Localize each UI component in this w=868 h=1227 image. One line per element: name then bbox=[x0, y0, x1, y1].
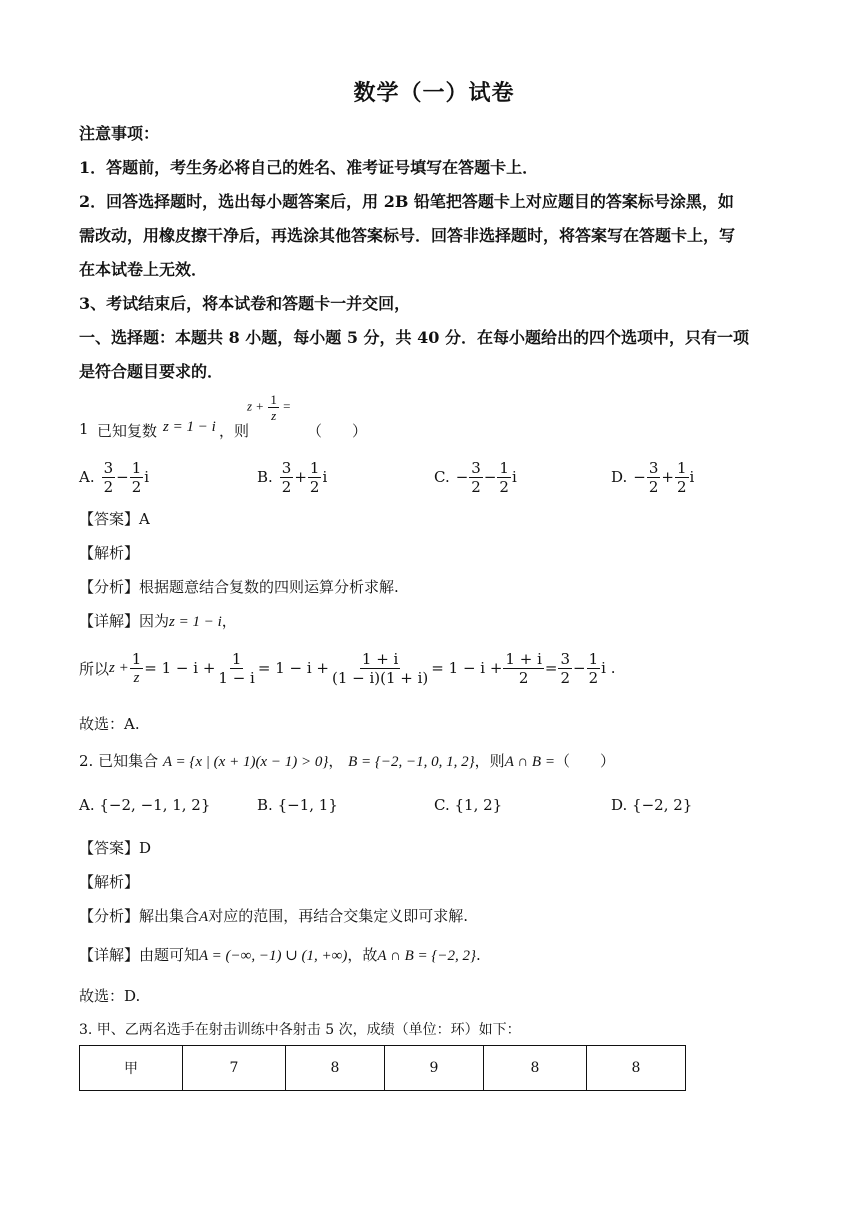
question-text: ， bbox=[328, 752, 344, 770]
question-2-final: 故选：D. bbox=[79, 987, 141, 1005]
denominator: 2 bbox=[131, 477, 142, 496]
question-1-final: 故选：A. bbox=[79, 715, 140, 733]
option-label: B. bbox=[257, 796, 273, 814]
option-b[interactable] bbox=[257, 796, 338, 814]
option-a[interactable] bbox=[79, 796, 210, 814]
option-value: {−2, −1, 1, 2} bbox=[99, 796, 211, 814]
table-cell: 8 bbox=[484, 1046, 587, 1091]
question-1-detail bbox=[79, 610, 237, 631]
option-label: D. bbox=[611, 796, 628, 814]
notice-heading: 注意事项： bbox=[79, 124, 160, 143]
question-text: 已知复数 bbox=[97, 422, 158, 440]
notice-item-3: 3、考试结束后，将本试卷和答题卡一并交回， bbox=[79, 294, 411, 313]
question-number: 1 bbox=[79, 420, 89, 438]
option-value: {−2, 2} bbox=[632, 796, 693, 814]
denominator: 2 bbox=[471, 477, 481, 496]
question-1-analysis-heading: 【解析】 bbox=[79, 544, 140, 562]
option-a[interactable]: A. $\frac{3}{2}$ − $\frac{1}{2}$ i bbox=[79, 458, 150, 496]
question-2-stem bbox=[79, 750, 615, 771]
operator: − bbox=[483, 468, 497, 486]
z-expression: z = 1 − i bbox=[163, 419, 216, 435]
question-3-stem: 3. 甲、乙两名选手在射击训练中各射击 5 次，成绩（单位：环）如下： bbox=[79, 1022, 521, 1038]
score-table bbox=[79, 1045, 686, 1091]
question-1-derivation: 所以 z + $\frac{1}{z}$ = 1 − i + $\frac{1}{1 - i}$ = 1 − i + $\frac{1 + i}{(1 - i)(1 + i)}$ = 1 − i + $\frac{1 + i}{2}$ = $\frac{3}{2}$ − $\frac{1}{2}$ i . bbox=[79, 649, 616, 687]
numerator: 1 bbox=[676, 458, 687, 477]
question-2-detail bbox=[79, 944, 481, 965]
question-text: 2. 已知集合 bbox=[79, 752, 159, 770]
page-title: 数学（一）试卷 bbox=[353, 80, 515, 106]
set-b-expression: B = {−2, −1, 0, 1, 2} bbox=[348, 754, 475, 770]
option-sign: − bbox=[633, 468, 646, 486]
section-1-heading-line-2: 是符合题目要求的． bbox=[79, 362, 224, 381]
numerator: 3 bbox=[471, 458, 481, 477]
z-expression: z = 1 − i bbox=[169, 614, 222, 630]
option-c[interactable]: C. − $\frac{3}{2}$ − $\frac{1}{2}$ i bbox=[434, 458, 517, 496]
question-text: ，则 bbox=[219, 422, 250, 440]
option-value: {−1, 1} bbox=[277, 796, 338, 814]
analysis-text: 对应的范围，再结合交集定义即可求解. bbox=[208, 907, 468, 925]
table-cell: 8 bbox=[286, 1046, 385, 1091]
option-label: C. bbox=[434, 468, 450, 486]
option-label: D. bbox=[611, 468, 628, 486]
detail-text: ， bbox=[221, 612, 237, 630]
question-text: ，则 bbox=[474, 752, 505, 770]
intersection-result: A ∩ B = {−2, 2} bbox=[377, 948, 476, 964]
table-cell: 8 bbox=[587, 1046, 686, 1091]
option-label: B. bbox=[257, 468, 273, 486]
numerator: 3 bbox=[103, 458, 114, 477]
notice-item-2-line-1: 2．回答选择题时，选出每小题答案后，用 2B 铅笔把答题卡上对应题目的答案标号涂黑，如 bbox=[79, 192, 734, 211]
z-plus-inverse-expression: z + $\frac{1}{z}$ = bbox=[247, 392, 291, 423]
so-label: 所以 bbox=[79, 659, 110, 678]
option-c[interactable] bbox=[434, 796, 502, 814]
intersection-expression: A ∩ B = bbox=[504, 754, 555, 770]
question-2-analysis bbox=[79, 905, 468, 926]
question-2-analysis-heading: 【解析】 bbox=[79, 873, 140, 891]
numerator: 1 bbox=[309, 458, 320, 477]
option-d[interactable]: D. − $\frac{3}{2}$ + $\frac{1}{2}$ i bbox=[611, 458, 695, 496]
option-label: A. bbox=[79, 796, 95, 814]
question-1-answer: 【答案】A bbox=[79, 510, 150, 528]
denominator: 2 bbox=[648, 477, 659, 496]
notice-item-1: 1．答题前，考生务必将自己的姓名、准考证号填写在答题卡上． bbox=[79, 158, 539, 177]
option-label: A. bbox=[79, 468, 95, 486]
answer-paren: （ ） bbox=[307, 422, 368, 440]
denominator: 2 bbox=[103, 477, 114, 496]
numerator: 1 bbox=[499, 458, 509, 477]
table-cell: 甲 bbox=[80, 1046, 183, 1091]
question-2-answer: 【答案】D bbox=[79, 839, 152, 857]
denominator: 2 bbox=[309, 477, 320, 496]
question-1-options bbox=[79, 456, 719, 500]
section-1-heading-line-1: 一、选择题：本题共 8 小题，每小题 5 分，共 40 分．在每小题给出的四个选项中，只有一项 bbox=[79, 328, 749, 347]
notice-item-2-line-2: 需改动，用橡皮擦干净后，再选涂其他答案标号．回答非选择题时，将答案写在答题卡上，写 bbox=[79, 226, 736, 245]
notice-item-2-line-3: 在本试卷上无效． bbox=[79, 260, 208, 279]
table-cell: 7 bbox=[183, 1046, 286, 1091]
analysis-text: 【分析】解出集合 bbox=[79, 907, 200, 925]
detail-text: 【详解】由题可知 bbox=[79, 946, 200, 964]
question-1-analysis: 【分析】根据题意结合复数的四则运算分析求解. bbox=[79, 578, 399, 596]
detail-text: 【详解】因为 bbox=[79, 612, 170, 630]
answer-paren: （ ） bbox=[554, 752, 615, 770]
option-label: C. bbox=[434, 796, 450, 814]
set-a-symbol: A bbox=[199, 909, 209, 925]
set-a-expression: A = {x | (x + 1)(x − 1) > 0} bbox=[162, 754, 329, 770]
numerator: 3 bbox=[281, 458, 292, 477]
operator: + bbox=[294, 468, 307, 486]
operator: − bbox=[116, 468, 129, 486]
table-row bbox=[80, 1046, 686, 1091]
table-cell: 9 bbox=[385, 1046, 484, 1091]
numerator: 3 bbox=[648, 458, 659, 477]
denominator: 2 bbox=[499, 477, 509, 496]
option-d[interactable] bbox=[611, 796, 692, 814]
option-sign: − bbox=[455, 468, 469, 486]
denominator: 2 bbox=[281, 477, 292, 496]
denominator: 2 bbox=[676, 477, 687, 496]
option-b[interactable]: B. $\frac{3}{2}$ + $\frac{1}{2}$ i bbox=[257, 458, 328, 496]
operator: + bbox=[661, 468, 674, 486]
set-a-range: A = (−∞, −1) ∪ (1, +∞) bbox=[199, 948, 348, 964]
option-value: {1, 2} bbox=[454, 796, 503, 814]
question-2-options bbox=[79, 796, 719, 820]
detail-text: . bbox=[476, 946, 481, 964]
detail-text: ，故 bbox=[347, 946, 378, 964]
numerator: 1 bbox=[131, 458, 142, 477]
